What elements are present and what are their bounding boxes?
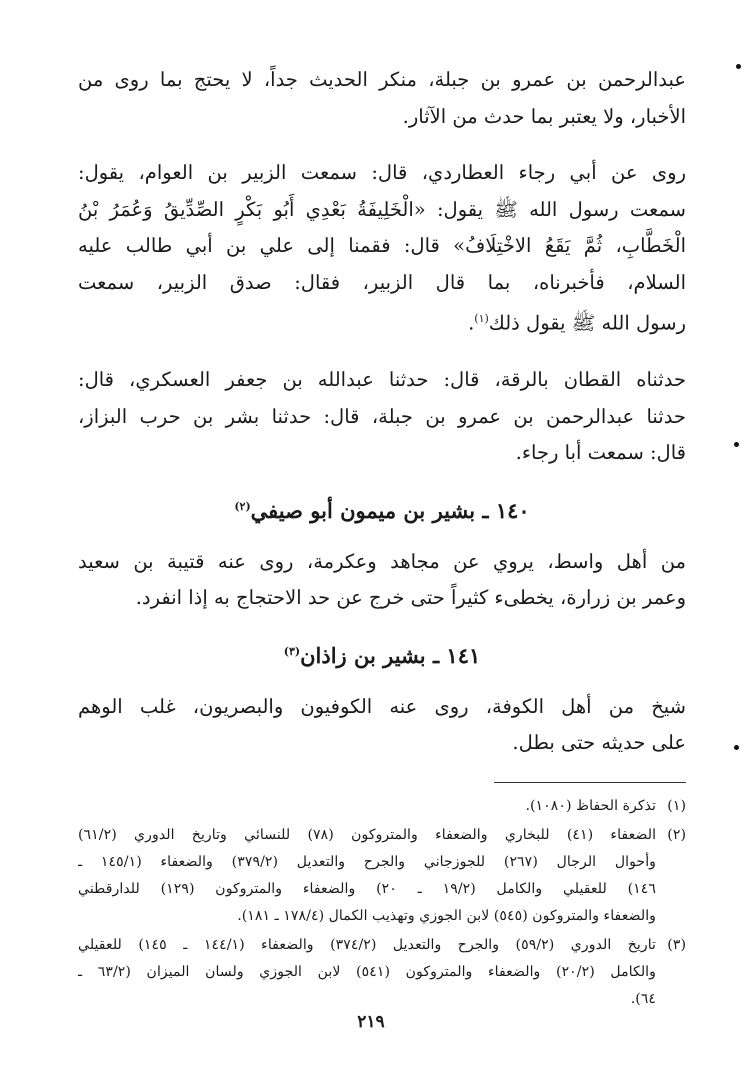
footnote-ref[interactable]: (١) — [474, 312, 489, 325]
entry-heading-140 — [78, 492, 686, 526]
footnote-line: ٦٤). — [630, 990, 656, 1007]
footnote-body — [78, 932, 656, 1013]
text-line: على حديثه حتى بطل. — [512, 731, 686, 754]
paragraph-hadith — [78, 155, 686, 342]
text-line: حدثنا عبدالرحمن بن عمرو بن جبلة، قال: حدثنا بشر بن حرب البزاز، — [78, 404, 686, 428]
text-line: عبدالرحمن بن عمرو بن جبلة، منكر الحديث جداً، لا يحتج بما روى من — [78, 68, 686, 91]
footnote-line: تاريخ الدوري (٥٩/٢) والجرح والتعديل (٣٧٤/٢) والضعفاء (١٤٤/١ ـ ١٤٥) للعقيلي — [78, 936, 656, 953]
text-line: الْخَطَّابِ، ثُمَّ يَقَعُ الاخْتِلَافُ» قال: فقمنا إلى علي بن أبي طالب عليه — [78, 234, 686, 257]
footnote-ref[interactable]: (٢) — [234, 499, 251, 513]
text-line: شيخ من أهل الكوفة، روى عنه الكوفيون والبصريون، غلب الوهم — [78, 694, 686, 718]
footnote-3 — [78, 932, 686, 1013]
footnote-line: وأحوال الرجال (٢٦٧) للجوزجاني والجرح والتعديل (٣٧٩/٢) والضعفاء (١٤٥/١ ـ — [78, 853, 656, 870]
text-line — [78, 301, 686, 342]
footnote-number: (٣) — [667, 936, 686, 953]
book-page — [78, 62, 686, 1015]
text-line: قال: سمعت أبا رجاء. — [515, 441, 686, 464]
paragraph-entry-140 — [78, 544, 686, 617]
footnote-number: (١) — [667, 797, 686, 814]
paragraph-intro — [78, 62, 686, 135]
footnote-ref[interactable]: (٣) — [283, 644, 301, 658]
footnote-line: تذكرة الحفاظ (١٠٨٠). — [525, 797, 656, 814]
footnote-2 — [78, 822, 686, 930]
gutter-mark — [734, 745, 739, 750]
paragraph-entry-141 — [78, 689, 686, 762]
text-line: من أهل واسط، يروي عن مجاهد وعكرمة، روى عنه قتيبة بن سعيد — [78, 549, 686, 573]
text-line: روى عن أبي رجاء العطاردي، قال: سمعت الزبير بن العوام، يقول: — [78, 161, 686, 184]
text-line: سمعت رسول الله ﷺ يقول: «الْخَلِيفَةُ بَعْدِي أَبُو بَكْرٍ الصِّدِّيقُ وَعُمَرُ بْنُ — [78, 197, 686, 221]
footnote-line: والضعفاء والمتروكون (٥٤٥) لابن الجوزي وتهذيب الكمال (١٧٨/٤ ـ ١٨١). — [237, 907, 656, 924]
paragraph-isnad — [78, 362, 686, 472]
page-number: ٢١٩ — [357, 1012, 385, 1032]
footnote-body — [78, 822, 656, 930]
entry-heading-141 — [78, 637, 686, 671]
gutter-mark — [734, 442, 739, 447]
footnote-line: ١٤٦) للعقيلي والكامل (١٩/٢ ـ ٢٠) والضعفاء والمتروكون (١٢٩) للدارقطني — [78, 880, 656, 897]
text-line: السلام، فأخبرناه، بما قال الزبير، فقال: صدق الزبير، سمعت — [78, 270, 686, 294]
footnote-divider — [494, 782, 686, 783]
gutter-mark — [736, 64, 741, 69]
text-line: وعمر بن زرارة، يخطىء كثيراً حتى خرج عن حد الاحتجاج به إذا انفرد. — [135, 586, 686, 609]
text-fragment: رسول الله ﷺ يقول ذلك — [488, 311, 686, 335]
footnote-number: (٢) — [667, 826, 686, 843]
text-fragment: . — [468, 311, 475, 335]
text-line: حدثناه القطان بالرقة، قال: حدثنا عبدالله بن جعفر العسكري، قال: — [78, 368, 686, 391]
footnote-1 — [78, 793, 686, 820]
heading-text: ١٤٠ ـ بشير بن ميمون أبو صيفي — [250, 497, 530, 523]
text-line: الأخبار، ولا يعتبر بما حدث من الآثار. — [402, 104, 686, 128]
footnote-line: الضعفاء (٤١) للبخاري والضعفاء والمتروكون (٧٨) للنسائي وتاريخ الدوري (٦١/٢) — [78, 826, 656, 843]
footnote-line: والكامل (٢٠/٢) والضعفاء والمتروكون (٥٤١) لابن الجوزي ولسان الميزان (٦٣/٢ ـ — [78, 963, 656, 980]
footnote-body — [78, 793, 656, 820]
heading-text: ١٤١ ـ بشير بن زاذان — [300, 642, 481, 668]
